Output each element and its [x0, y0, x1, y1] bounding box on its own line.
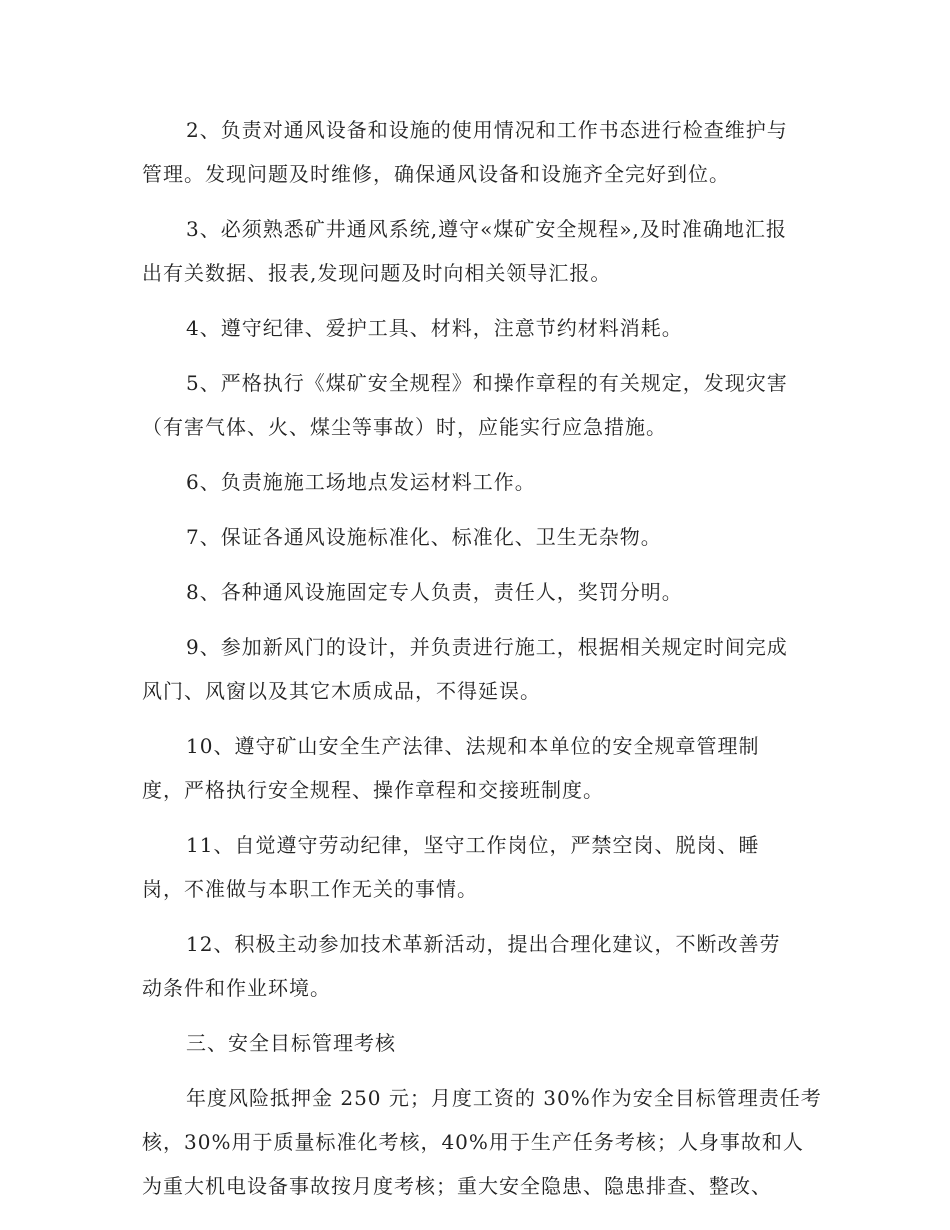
paragraph: [142, 625, 810, 713]
paragraph: [142, 1076, 822, 1208]
text-line: 风门、风窗以及其它木质成品，不得延误。: [142, 679, 541, 703]
text-line: 7、保证各通风设施标准化、标准化、卫生无杂物。: [186, 525, 662, 549]
text-line: 岗，不准做与本职工作无关的事情。: [142, 877, 478, 901]
text-line: 5、严格执行《煤矿安全规程》和操作章程的有关规定，发现灾害: [186, 371, 788, 395]
paragraph: [142, 361, 810, 449]
paragraph: [142, 515, 810, 559]
text-line: 10、遵守矿山安全生产法律、法规和本单位的安全规章管理制: [186, 734, 760, 758]
paragraph: [142, 570, 810, 614]
text-line: 11、自觉遵守劳动纪律，坚守工作岗位，严禁空岗、脱岗、睡: [186, 833, 760, 857]
paragraph: [142, 207, 810, 295]
paragraph: [142, 306, 810, 350]
text-line: 年度风险抵押金 250 元；月度工资的 30%作为安全目标管理责任考: [186, 1086, 822, 1110]
text-line: 4、遵守纪律、爱护工具、材料，注意节约材料消耗。: [186, 316, 683, 340]
paragraph: [142, 922, 810, 1010]
document-body: [142, 108, 822, 1219]
text-line: 出有关数据、报表,发现问题及时向相关领导汇报。: [142, 261, 612, 285]
text-line: 6、负责施施工场地点发运材料工作。: [186, 470, 536, 494]
text-line: 动条件和作业环境。: [142, 976, 331, 1000]
text-line: 2、负责对通风设备和设施的使用情况和工作书态进行检查维护与: [186, 118, 788, 142]
text-line: 3、必须熟悉矿井通风系统,遵守«煤矿安全规程»,及时准确地汇报: [186, 217, 787, 241]
text-line: 度，严格执行安全规程、操作章程和交接班制度。: [142, 778, 604, 802]
text-line: 12、积极主动参加技术革新活动，提出合理化建议，不断改善劳: [186, 932, 781, 956]
text-line: 核，30%用于质量标准化考核，40%用于生产任务考核；人身事故和人: [142, 1130, 804, 1154]
paragraph: [142, 724, 810, 812]
text-line: 三、安全目标管理考核: [186, 1031, 396, 1055]
text-line: 为重大机电设备事故按月度考核；重大安全隐患、隐患排查、整改、: [142, 1174, 772, 1198]
paragraph: [142, 108, 810, 196]
text-line: 管理。发现问题及时维修，确保通风设备和设施齐全完好到位。: [142, 162, 730, 186]
paragraph: [142, 460, 810, 504]
paragraph: [142, 1021, 810, 1065]
text-line: （有害气体、火、煤尘等事故）时，应能实行应急措施。: [142, 415, 667, 439]
paragraph: [142, 823, 810, 911]
text-line: 9、参加新风门的设计，并负责进行施工，根据相关规定时间完成: [186, 635, 788, 659]
text-line: 8、各种通风设施固定专人负责，责任人，奖罚分明。: [186, 580, 683, 604]
